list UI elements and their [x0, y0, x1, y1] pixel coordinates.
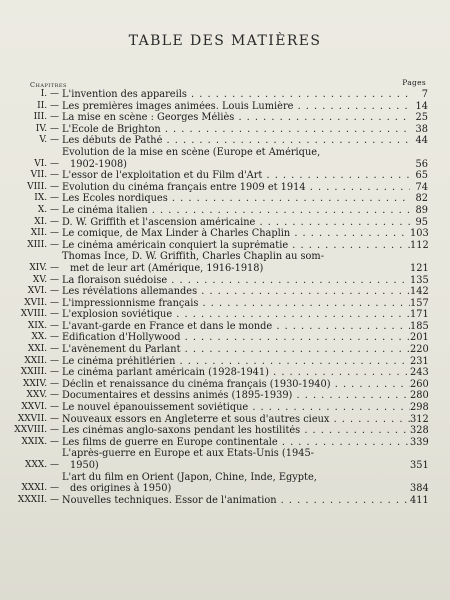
- chapter-number: XXVII. —: [0, 414, 62, 426]
- toc-entry: [0, 332, 450, 344]
- chapter-title: [62, 228, 410, 240]
- chapter-title-line: L'explosion soviétique: [62, 309, 173, 321]
- chapter-number: II. —: [0, 101, 62, 113]
- chapter-number: IV. —: [0, 124, 62, 136]
- chapter-title-line: L'art du film en Orient (Japon, Chine, Inde, Égypte,: [62, 471, 317, 483]
- toc-entry: [0, 147, 450, 170]
- page-number: 103: [410, 228, 429, 240]
- page-number: 142: [410, 286, 429, 298]
- chapter-title-line: L'impressionnisme français: [62, 297, 199, 309]
- chapter-title-line: Les débuts de Pathé: [62, 135, 163, 147]
- chapter-title: [62, 332, 410, 344]
- chapter-title-line: Les films de guerre en Europe continentale: [62, 436, 278, 448]
- toc-entry: [0, 437, 450, 449]
- chapter-number: XIII. —: [0, 240, 62, 252]
- chapter-number: XXIX. —: [0, 437, 62, 449]
- page-number: 384: [410, 483, 429, 495]
- chapter-title: [62, 182, 410, 194]
- chapter-title-line: Le cinéma italien: [62, 204, 148, 216]
- chapter-title: [62, 112, 410, 124]
- chapter-number: XXXI. —: [0, 483, 62, 495]
- chapter-title: [62, 321, 410, 333]
- chapter-title-line: Évolution de la mise en scène (Europe et Amérique,: [62, 146, 321, 158]
- chapter-number: XX. —: [0, 332, 62, 344]
- page-number: 44: [415, 135, 428, 147]
- chapter-title-line: L'avant-garde en France et dans le monde: [62, 320, 273, 332]
- page-number: 135: [410, 274, 429, 286]
- chapter-number: VI. —: [0, 159, 62, 171]
- chapter-number: XXIV. —: [0, 379, 62, 391]
- page-number: 185: [410, 320, 429, 332]
- chapter-number: XIV. —: [0, 263, 62, 275]
- chapter-number: XXV. —: [0, 390, 62, 402]
- toc-entry: [0, 321, 450, 333]
- chapter-number: IX. —: [0, 193, 62, 205]
- chapter-title-line: L'École de Brighton: [62, 123, 161, 135]
- chapter-title: [62, 367, 410, 379]
- toc-entry: [0, 135, 450, 147]
- chapter-title: [62, 240, 410, 252]
- chapter-title-line: Documentaires et dessins animés (1895-1939): [62, 390, 293, 402]
- page-number: 121: [410, 262, 429, 274]
- toc-entry: [0, 379, 450, 391]
- chapter-title: [62, 309, 410, 321]
- chapter-number: XXII. —: [0, 356, 62, 368]
- page-number: 411: [410, 494, 429, 506]
- chapter-title-line: Déclin et renaissance du cinéma français (1930-1940): [62, 378, 331, 390]
- chapter-title: [62, 251, 410, 274]
- chapter-title: [62, 472, 410, 495]
- chapter-number: XIX. —: [0, 321, 62, 333]
- chapter-title-line: Les cinémas anglo-saxons pendant les hostilités: [62, 425, 301, 437]
- chapter-number: V. —: [0, 135, 62, 147]
- toc-entry: [0, 170, 450, 182]
- page-title: TABLE DES MATIÈRES: [128, 33, 322, 49]
- chapter-title: [62, 205, 410, 217]
- toc-entry: [0, 101, 450, 113]
- chapter-title-line: Édification d'Hollywood: [62, 332, 181, 344]
- toc-entry: [0, 205, 450, 217]
- chapter-title-line: La floraison suédoise: [62, 274, 168, 286]
- chapter-title-line: Le nouvel épanouissement soviétique: [62, 402, 249, 414]
- chapter-number: XVIII. —: [0, 309, 62, 321]
- chapter-number: XXIII. —: [0, 367, 62, 379]
- page-number: 82: [415, 193, 428, 205]
- page-number: 65: [415, 170, 428, 182]
- chapter-number: XXVI. —: [0, 402, 62, 414]
- chapter-title: [62, 414, 410, 426]
- page-number: 7: [421, 89, 428, 100]
- chapter-title-line: Les révélations allemandes: [62, 286, 198, 298]
- chapter-number: X. —: [0, 205, 62, 217]
- chapter-number: XVII. —: [0, 298, 62, 310]
- chapter-title-line: Nouveaux essors en Angleterre et sous d'autres cieux: [62, 413, 330, 425]
- toc-entry: [0, 495, 450, 507]
- toc-entry: [0, 240, 450, 252]
- chapter-title-continuation: 1902-1908): [70, 158, 127, 170]
- chapter-number: VII. —: [0, 170, 62, 182]
- toc-entry: [0, 193, 450, 205]
- chapter-number: III. —: [0, 112, 62, 124]
- chapter-title: [62, 124, 410, 136]
- chapter-title: [62, 448, 410, 471]
- toc-entry: [0, 251, 450, 274]
- page-number: 220: [410, 344, 429, 356]
- toc-entry: [0, 89, 450, 101]
- chapter-title: [62, 275, 410, 287]
- chapter-number: XXI. —: [0, 344, 62, 356]
- toc-entry: [0, 472, 450, 495]
- toc-entry: [0, 309, 450, 321]
- page-number: 339: [410, 436, 429, 448]
- page-number: 89: [415, 204, 428, 216]
- page-number: 351: [410, 460, 429, 471]
- toc-entry: [0, 124, 450, 136]
- page-number: 112: [410, 239, 429, 251]
- toc-entry: [0, 298, 450, 310]
- page-number: 14: [415, 100, 428, 112]
- chapter-title: [62, 286, 410, 298]
- chapter-title: [62, 217, 410, 229]
- page-number: 171: [410, 309, 429, 321]
- page-number: 260: [410, 378, 429, 390]
- page-number: 74: [415, 181, 428, 193]
- page-number: 25: [415, 112, 428, 124]
- chapter-title-line: L'essor de l'exploitation et du Film d'Art: [62, 170, 263, 182]
- page-number: 56: [415, 158, 428, 170]
- page-number: 328: [410, 425, 429, 437]
- chapter-title-line: Le cinéma préhitlérien: [62, 355, 176, 367]
- chapter-title: [62, 437, 410, 449]
- toc-entry: [0, 356, 450, 368]
- page-number: 38: [415, 123, 428, 135]
- chapter-number: XII. —: [0, 228, 62, 240]
- chapter-title: [62, 356, 410, 368]
- toc-entry: [0, 112, 450, 124]
- chapter-title-line: L'invention des appareils: [62, 89, 187, 100]
- chapter-number: XXVIII. —: [0, 425, 62, 437]
- chapter-number: XVI. —: [0, 286, 62, 298]
- chapters-column-header: Chapitres: [30, 81, 67, 89]
- page-number: 280: [410, 390, 429, 402]
- chapter-title: [62, 402, 410, 414]
- chapter-title: [62, 135, 410, 147]
- chapter-title-line: Thomas Ince, D. W. Griffith, Charles Chaplin au som-: [62, 251, 325, 263]
- chapter-title-continuation: 1950): [70, 460, 99, 471]
- toc-entry: [0, 344, 450, 356]
- chapter-title-line: Le comique, de Max Linder à Charles Chaplin: [62, 228, 291, 240]
- chapter-title-line: Les Écoles nordiques: [62, 193, 168, 205]
- pages-column-header: Pages: [402, 78, 426, 87]
- chapter-title-line: Évolution du cinéma français entre 1909 et 1914: [62, 181, 306, 193]
- toc-entry: [0, 275, 450, 287]
- chapter-title: [62, 344, 410, 356]
- toc-entry: [0, 367, 450, 379]
- toc-entry: [0, 414, 450, 426]
- page-number: 231: [410, 355, 429, 367]
- toc-entry: [0, 425, 450, 437]
- chapter-title: [62, 147, 410, 170]
- chapter-title-line: Nouvelles techniques. Essor de l'animation: [62, 494, 277, 506]
- chapter-number: XV. —: [0, 275, 62, 287]
- chapter-title-line: L'avènement du Parlant: [62, 344, 181, 356]
- chapter-title: [62, 89, 410, 101]
- chapter-number: XI. —: [0, 217, 62, 229]
- chapter-title-continuation: des origines à 1950): [70, 483, 172, 495]
- chapter-title-line: La mise en scène : Georges Méliès: [62, 112, 235, 124]
- chapter-number: XXX. —: [0, 460, 62, 472]
- chapter-title: [62, 495, 410, 507]
- chapter-number: I. —: [0, 89, 62, 101]
- page-number: 243: [410, 367, 429, 379]
- toc-entry: [0, 390, 450, 402]
- page-number: 95: [415, 216, 428, 228]
- chapter-title: [62, 298, 410, 310]
- page-number: 157: [410, 297, 429, 309]
- chapter-title: [62, 193, 410, 205]
- toc-entry: [0, 286, 450, 298]
- chapter-title: [62, 379, 410, 391]
- chapter-title: [62, 170, 410, 182]
- page-number: 298: [410, 402, 429, 414]
- chapter-title: [62, 101, 410, 113]
- table-of-contents: [0, 89, 450, 506]
- toc-entry: [0, 228, 450, 240]
- toc-entry: [0, 217, 450, 229]
- chapter-title-line: Les premières images animées. Louis Lumière: [62, 100, 294, 112]
- chapter-title-line: D. W. Griffith et l'ascension américaine: [62, 216, 256, 228]
- toc-entry: [0, 182, 450, 194]
- chapter-title-line: Le cinéma américain conquiert la suprématie: [62, 239, 289, 251]
- chapter-title: [62, 390, 410, 402]
- chapter-title-continuation: met de leur art (Amérique, 1916-1918): [70, 262, 264, 274]
- chapter-title: [62, 425, 410, 437]
- chapter-title-line: L'après-guerre en Europe et aux États-Unis (1945-: [62, 448, 314, 460]
- page-number: 312: [410, 413, 429, 425]
- chapter-number: XXXII. —: [0, 495, 62, 507]
- toc-entry: [0, 402, 450, 414]
- chapter-title-line: Le cinéma parlant américain (1928-1941): [62, 367, 269, 379]
- toc-entry: [0, 448, 450, 471]
- page-number: 201: [410, 332, 429, 344]
- chapter-number: VIII. —: [0, 182, 62, 194]
